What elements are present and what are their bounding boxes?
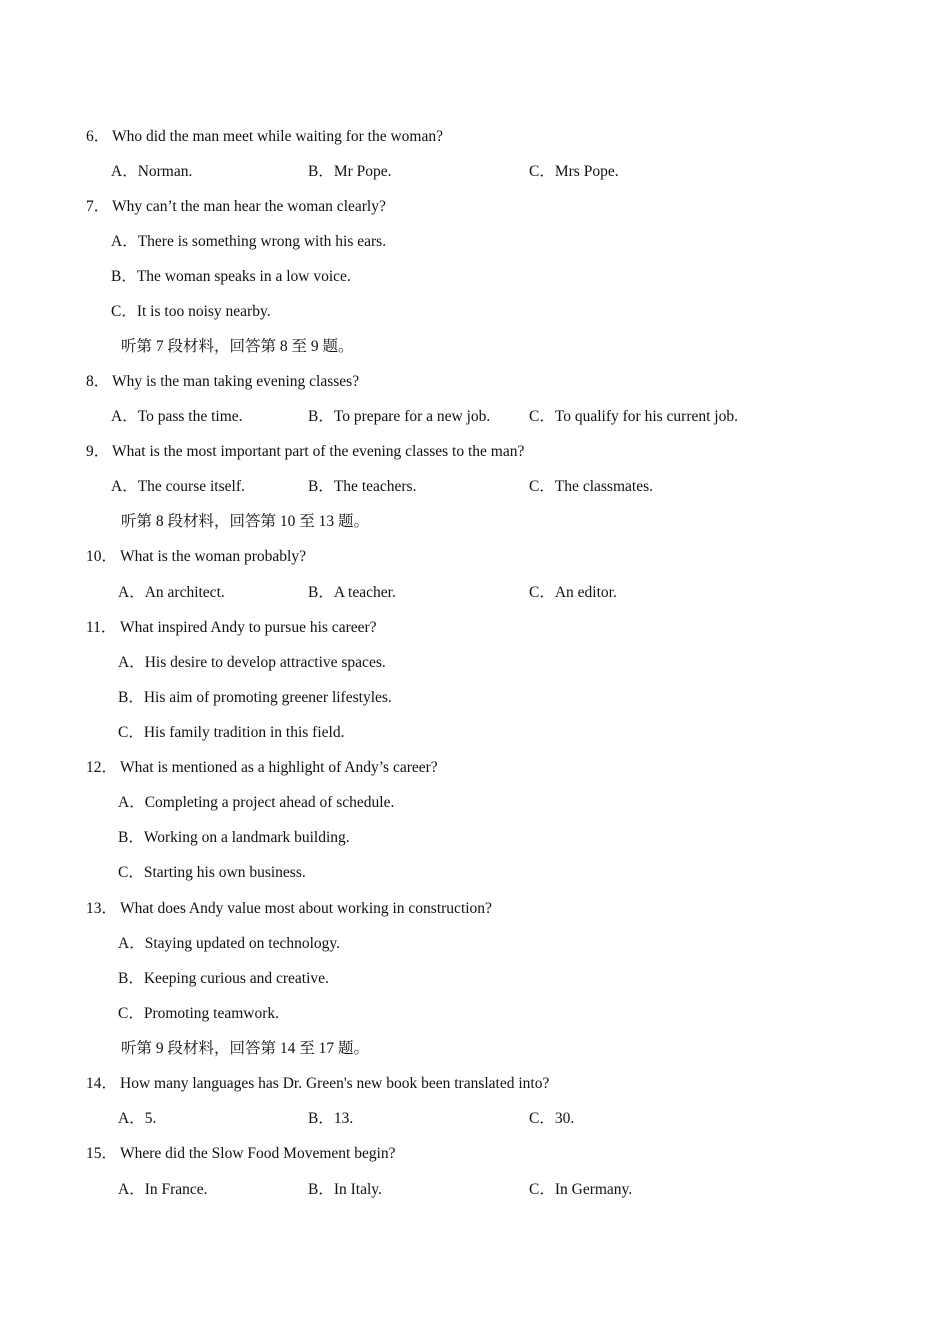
option-a[interactable] (111, 162, 192, 182)
question-number: 15． (86, 1145, 118, 1162)
option-a[interactable] (111, 232, 386, 252)
option-letter: B． (308, 408, 334, 425)
option-b[interactable] (308, 583, 396, 603)
question-number: 13． (86, 900, 118, 917)
option-text: His desire to develop attractive spaces. (144, 654, 386, 671)
option-text: Keeping curious and creative. (143, 970, 329, 987)
option-text: Starting his own business. (143, 864, 306, 881)
option-text: Completing a project ahead of schedule. (144, 794, 395, 811)
option-text: The woman speaks in a low voice. (136, 268, 351, 285)
option-letter: B． (308, 1181, 334, 1198)
option-text: Norman. (137, 163, 193, 180)
option-letter: B． (308, 584, 334, 601)
question-number: 12． (86, 759, 118, 776)
option-letter: C． (529, 478, 555, 495)
option-c[interactable] (529, 407, 738, 427)
option-text: In France. (144, 1181, 208, 1198)
option-letter: C． (529, 408, 555, 425)
option-text: The course itself. (137, 478, 245, 495)
option-letter: A． (111, 478, 138, 495)
option-letter: A． (111, 233, 138, 250)
option-c[interactable] (529, 162, 619, 182)
option-b[interactable] (118, 688, 392, 708)
option-text: Promoting teamwork. (143, 1005, 280, 1022)
option-b[interactable] (308, 1109, 353, 1129)
question-text: What does Andy value most about working in construction? (120, 900, 492, 917)
option-letter: C． (111, 303, 137, 320)
option-c[interactable] (118, 1004, 279, 1024)
question-text: Who did the man meet while waiting for the woman? (112, 128, 444, 145)
option-b[interactable] (118, 828, 350, 848)
option-letter: C． (118, 864, 144, 881)
question-number: 14． (86, 1075, 118, 1092)
option-text: 5. (144, 1110, 157, 1127)
option-a[interactable] (118, 1180, 208, 1200)
question-number: 7． (86, 198, 110, 215)
option-c[interactable] (529, 1109, 574, 1129)
option-text: Mr Pope. (333, 163, 392, 180)
option-text: To pass the time. (137, 408, 243, 425)
question-text: What is the most important part of the evening classes to the man? (112, 443, 525, 460)
option-letter: A． (118, 1181, 145, 1198)
option-letter: A． (111, 163, 138, 180)
option-text: Working on a landmark building. (143, 829, 350, 846)
option-text: In Germany. (554, 1181, 633, 1198)
question-text: Where did the Slow Food Movement begin? (120, 1145, 396, 1162)
option-b[interactable] (308, 407, 490, 427)
option-c[interactable] (529, 477, 653, 497)
question-number: 9． (86, 443, 110, 460)
option-letter: B． (118, 689, 144, 706)
option-a[interactable] (118, 934, 340, 954)
option-letter: C． (118, 724, 144, 741)
option-a[interactable] (118, 793, 394, 813)
option-c[interactable] (118, 863, 306, 883)
option-text: Staying updated on technology. (144, 935, 340, 952)
option-c[interactable] (529, 583, 617, 603)
option-b[interactable] (308, 1180, 382, 1200)
option-a[interactable] (111, 477, 245, 497)
section-note-text: 听第 9 段材料，回答第 14 至 17 题。 (121, 1040, 370, 1057)
option-text: There is something wrong with his ears. (137, 233, 387, 250)
option-text: 13. (333, 1110, 354, 1127)
option-text: The classmates. (554, 478, 653, 495)
option-letter: C． (529, 584, 555, 601)
option-text: His aim of promoting greener lifestyles. (143, 689, 392, 706)
option-letter: B． (111, 268, 137, 285)
question-number: 10． (86, 548, 118, 565)
option-a[interactable] (118, 583, 225, 603)
option-c[interactable] (529, 1180, 632, 1200)
option-letter: A． (118, 654, 145, 671)
section-note-text: 听第 7 段材料，回答第 8 至 9 题。 (121, 338, 354, 355)
question-number: 6． (86, 128, 110, 145)
question-text: Why is the man taking evening classes? (112, 373, 360, 390)
option-letter: B． (118, 970, 144, 987)
question-text: What is mentioned as a highlight of Andy’s career? (120, 759, 438, 776)
question-text: What inspired Andy to pursue his career? (120, 619, 377, 636)
option-letter: A． (118, 1110, 145, 1127)
option-text: To prepare for a new job. (333, 408, 491, 425)
option-text: His family tradition in this field. (143, 724, 345, 741)
question-number: 8． (86, 373, 110, 390)
option-letter: A． (118, 584, 145, 601)
option-text: In Italy. (333, 1181, 382, 1198)
option-letter: C． (529, 1110, 555, 1127)
option-a[interactable] (111, 407, 243, 427)
option-text: To qualify for his current job. (554, 408, 738, 425)
option-letter: C． (118, 1005, 144, 1022)
option-b[interactable] (111, 267, 351, 287)
option-c[interactable] (111, 302, 271, 322)
question-text: How many languages has Dr. Green's new book been translated into? (120, 1075, 550, 1092)
option-b[interactable] (118, 969, 329, 989)
question-number: 11． (86, 619, 117, 636)
question-text: What is the woman probably? (120, 548, 306, 565)
option-letter: A． (118, 794, 145, 811)
option-a[interactable] (118, 1109, 156, 1129)
option-letter: A． (118, 935, 145, 952)
question-text: Why can’t the man hear the woman clearly? (112, 198, 386, 215)
option-letter: B． (118, 829, 144, 846)
option-text: A teacher. (333, 584, 396, 601)
option-letter: B． (308, 1110, 334, 1127)
option-letter: A． (111, 408, 138, 425)
option-letter: B． (308, 163, 334, 180)
option-a[interactable] (118, 653, 386, 673)
option-text: It is too noisy nearby. (136, 303, 271, 320)
option-b[interactable] (308, 477, 416, 497)
option-b[interactable] (308, 162, 392, 182)
option-text: Mrs Pope. (554, 163, 619, 180)
option-text: An editor. (554, 584, 617, 601)
option-text: 30. (554, 1110, 575, 1127)
option-text: The teachers. (333, 478, 417, 495)
option-c[interactable] (118, 723, 344, 743)
option-letter: C． (529, 1181, 555, 1198)
section-note-text: 听第 8 段材料，回答第 10 至 13 题。 (121, 513, 370, 530)
option-letter: B． (308, 478, 334, 495)
option-text: An architect. (144, 584, 225, 601)
option-letter: C． (529, 163, 555, 180)
